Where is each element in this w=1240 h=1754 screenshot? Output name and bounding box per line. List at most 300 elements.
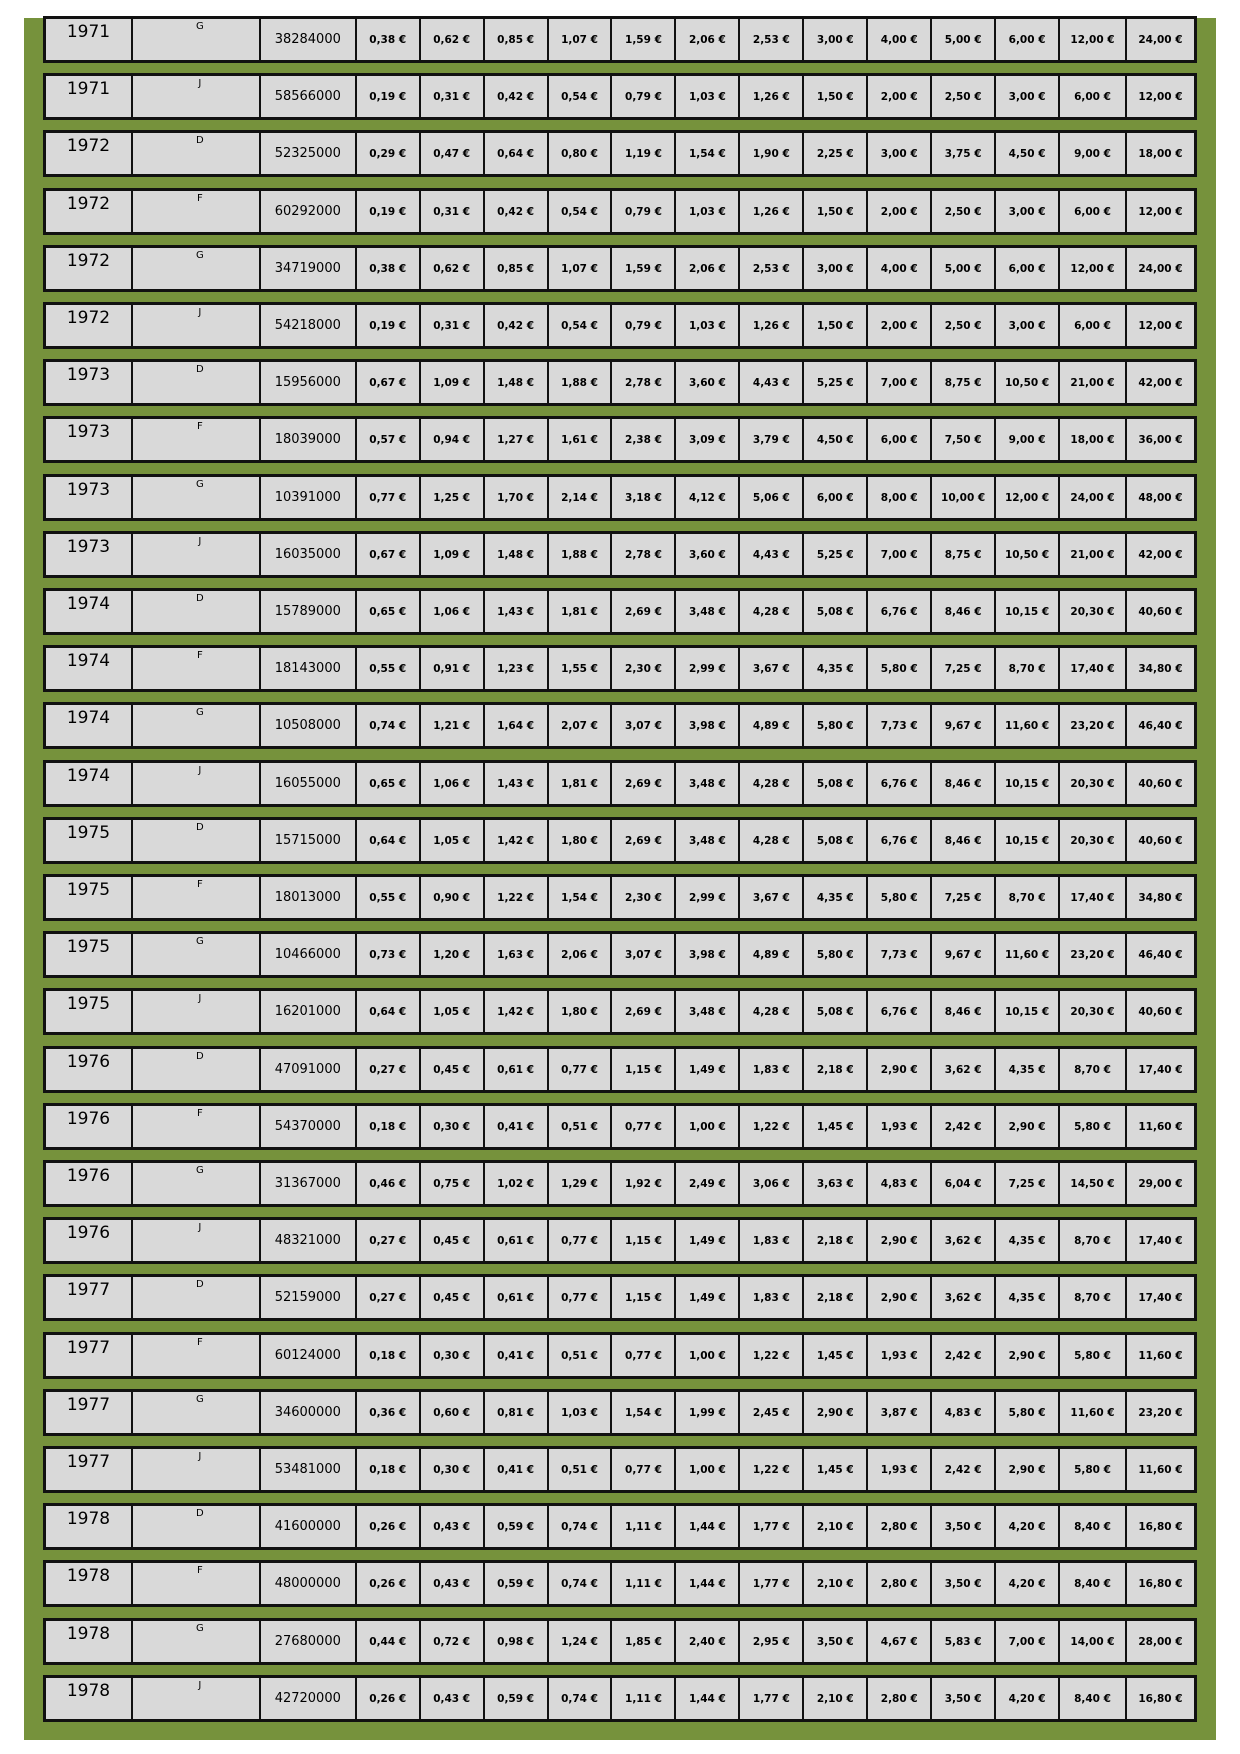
price-cell: 4,35 €	[996, 1277, 1060, 1318]
price-cell: 1,20 €	[421, 934, 485, 975]
price-cell: 4,28 €	[740, 591, 804, 632]
price-cell: 1,48 €	[485, 362, 549, 403]
price-cell: 34,80 €	[1138, 891, 1183, 904]
table-row	[43, 760, 1197, 807]
price-cell: 0,51 €	[549, 1335, 613, 1376]
price-cell: 0,77 €	[612, 1449, 676, 1490]
price-cell: 0,18 €	[357, 1335, 421, 1376]
year-cell: 1978	[46, 1678, 133, 1719]
price-cell: 0,94 €	[421, 419, 485, 460]
table-row	[43, 1560, 1197, 1607]
price-cell: 5,06 €	[740, 477, 804, 518]
price-cell: 1,93 €	[868, 1335, 932, 1376]
price-cell: 10,15 €	[996, 820, 1060, 861]
price-cell: 9,67 €	[932, 934, 996, 975]
price-cell: 4,20 €	[996, 1563, 1060, 1604]
price-cell: 1,11 €	[612, 1678, 676, 1719]
price-cell: 2,90 €	[996, 1335, 1060, 1376]
price-cell: 14,00 €	[1060, 1621, 1127, 1662]
year-cell: 1972	[46, 248, 133, 289]
price-cell: 3,00 €	[868, 133, 932, 174]
table-row	[43, 245, 1197, 292]
mint-mark-cell: J	[133, 991, 261, 1032]
price-cell: 2,69 €	[612, 591, 676, 632]
price-cell: 0,42 €	[485, 305, 549, 346]
price-cell: 0,29 €	[357, 133, 421, 174]
price-cell: 0,41 €	[485, 1106, 549, 1147]
year-cell: 1977	[46, 1392, 133, 1433]
price-cell: 4,20 €	[996, 1506, 1060, 1547]
price-cell: 1,50 €	[804, 305, 868, 346]
price-cell: 0,55 €	[357, 877, 421, 918]
price-cell: 2,90 €	[868, 1277, 932, 1318]
price-cell: 0,57 €	[357, 419, 421, 460]
price-cell: 3,48 €	[676, 591, 740, 632]
price-cell: 1,93 €	[868, 1449, 932, 1490]
price-cell: 6,76 €	[868, 820, 932, 861]
year-cell: 1971	[46, 76, 133, 117]
price-cell: 0,54 €	[549, 191, 613, 232]
price-cell: 5,08 €	[804, 763, 868, 804]
price-cell: 0,85 €	[485, 248, 549, 289]
price-cell: 1,49 €	[676, 1277, 740, 1318]
price-cell: 8,70 €	[1060, 1277, 1127, 1318]
year-cell: 1974	[46, 763, 133, 804]
price-cell: 0,18 €	[357, 1106, 421, 1147]
price-cell: 0,47 €	[421, 133, 485, 174]
price-cell: 0,77 €	[612, 1106, 676, 1147]
price-cell: 3,00 €	[996, 305, 1060, 346]
price-cell: 1,05 €	[421, 991, 485, 1032]
price-cell: 1,06 €	[421, 763, 485, 804]
price-cell: 3,00 €	[996, 191, 1060, 232]
price-cell: 0,79 €	[612, 191, 676, 232]
price-cell: 0,64 €	[357, 991, 421, 1032]
mint-mark-cell: D	[133, 1506, 261, 1547]
price-cell: 1,25 €	[421, 477, 485, 518]
price-cell: 6,04 €	[932, 1163, 996, 1204]
price-cell: 1,03 €	[676, 305, 740, 346]
price-cell: 3,98 €	[676, 934, 740, 975]
price-cell: 11,60 €	[1138, 1120, 1183, 1133]
price-cell: 1,22 €	[740, 1106, 804, 1147]
year-cell: 1975	[46, 934, 133, 975]
price-cell: 3,60 €	[676, 534, 740, 575]
price-cell: 0,81 €	[485, 1392, 549, 1433]
price-cell: 0,26 €	[357, 1563, 421, 1604]
price-cell: 0,45 €	[421, 1049, 485, 1090]
price-cell: 5,80 €	[804, 934, 868, 975]
price-cell: 2,90 €	[804, 1392, 868, 1433]
price-cell: 5,08 €	[804, 591, 868, 632]
price-cell: 0,19 €	[357, 191, 421, 232]
price-cell: 4,12 €	[676, 477, 740, 518]
price-cell: 3,87 €	[868, 1392, 932, 1433]
price-cell: 17,40 €	[1138, 1291, 1183, 1304]
price-cell: 1,22 €	[740, 1335, 804, 1376]
mintage-cell: 18039000	[261, 419, 357, 460]
mintage-cell: 54370000	[261, 1106, 357, 1147]
price-cell: 2,10 €	[804, 1678, 868, 1719]
price-cell: 6,00 €	[996, 248, 1060, 289]
price-cell: 4,89 €	[740, 934, 804, 975]
price-cell: 29,00 €	[1138, 1177, 1183, 1190]
price-cell: 2,10 €	[804, 1506, 868, 1547]
mintage-cell: 34600000	[261, 1392, 357, 1433]
price-cell: 9,67 €	[932, 705, 996, 746]
price-cell: 4,35 €	[804, 648, 868, 689]
price-cell: 1,00 €	[676, 1449, 740, 1490]
price-cell: 2,42 €	[932, 1335, 996, 1376]
price-cell: 7,25 €	[996, 1163, 1060, 1204]
table-row	[43, 359, 1197, 406]
price-cell: 34,80 €	[1138, 662, 1183, 675]
price-cell: 17,40 €	[1138, 1063, 1183, 1076]
price-cell: 2,49 €	[676, 1163, 740, 1204]
price-cell: 1,77 €	[740, 1678, 804, 1719]
mint-mark-cell: J	[133, 1220, 261, 1261]
price-cell: 2,69 €	[612, 763, 676, 804]
price-cell: 3,60 €	[676, 362, 740, 403]
mint-mark-cell: J	[133, 305, 261, 346]
price-cell: 11,60 €	[1138, 1349, 1183, 1362]
mint-mark-cell: F	[133, 191, 261, 232]
mint-mark-cell: D	[133, 133, 261, 174]
price-cell: 0,54 €	[549, 305, 613, 346]
price-cell: 0,18 €	[357, 1449, 421, 1490]
price-cell: 1,54 €	[549, 877, 613, 918]
price-cell: 1,42 €	[485, 820, 549, 861]
table-row	[43, 874, 1197, 921]
mintage-cell: 10391000	[261, 477, 357, 518]
price-cell: 0,46 €	[357, 1163, 421, 1204]
price-cell: 2,90 €	[868, 1049, 932, 1090]
mint-mark-cell: D	[133, 1049, 261, 1090]
mintage-cell: 27680000	[261, 1621, 357, 1662]
price-cell: 0,67 €	[357, 534, 421, 575]
price-cell: 5,80 €	[868, 648, 932, 689]
table-row	[43, 1160, 1197, 1207]
price-cell: 46,40 €	[1138, 719, 1183, 732]
price-cell: 2,80 €	[868, 1506, 932, 1547]
price-cell: 1,11 €	[612, 1506, 676, 1547]
price-cell: 2,50 €	[932, 305, 996, 346]
price-cell: 3,50 €	[932, 1678, 996, 1719]
price-cell: 7,25 €	[932, 648, 996, 689]
mint-mark-cell: D	[133, 362, 261, 403]
price-cell: 3,18 €	[612, 477, 676, 518]
price-cell: 1,05 €	[421, 820, 485, 861]
price-cell: 0,27 €	[357, 1277, 421, 1318]
price-cell: 1,63 €	[485, 934, 549, 975]
price-cell: 0,30 €	[421, 1449, 485, 1490]
table-row	[43, 1103, 1197, 1150]
price-cell: 11,60 €	[1138, 1463, 1183, 1476]
price-cell: 1,88 €	[549, 534, 613, 575]
price-cell: 8,75 €	[932, 362, 996, 403]
price-cell: 1,44 €	[676, 1506, 740, 1547]
price-cell: 23,20 €	[1060, 705, 1127, 746]
price-cell: 0,51 €	[549, 1106, 613, 1147]
price-cell: 1,45 €	[804, 1106, 868, 1147]
price-cell: 1,49 €	[676, 1049, 740, 1090]
price-cell: 1,03 €	[676, 191, 740, 232]
price-cell: 2,00 €	[868, 305, 932, 346]
price-cell: 6,76 €	[868, 763, 932, 804]
table-row	[43, 130, 1197, 177]
price-cell: 5,25 €	[804, 362, 868, 403]
price-cell: 0,41 €	[485, 1449, 549, 1490]
price-cell: 0,42 €	[485, 191, 549, 232]
price-cell: 0,31 €	[421, 191, 485, 232]
mint-mark-cell: G	[133, 477, 261, 518]
price-cell: 4,35 €	[996, 1220, 1060, 1261]
price-cell: 10,15 €	[996, 763, 1060, 804]
price-cell: 1,77 €	[740, 1506, 804, 1547]
price-cell: 3,07 €	[612, 705, 676, 746]
price-cell: 3,06 €	[740, 1163, 804, 1204]
price-cell: 3,98 €	[676, 705, 740, 746]
price-cell: 2,38 €	[612, 419, 676, 460]
year-cell: 1971	[46, 19, 133, 60]
price-cell: 2,45 €	[740, 1392, 804, 1433]
price-cell: 1,23 €	[485, 648, 549, 689]
year-cell: 1976	[46, 1106, 133, 1147]
price-cell: 5,25 €	[804, 534, 868, 575]
price-cell: 1,83 €	[740, 1277, 804, 1318]
price-cell: 0,67 €	[357, 362, 421, 403]
year-cell: 1976	[46, 1049, 133, 1090]
mintage-cell: 41600000	[261, 1506, 357, 1547]
year-cell: 1978	[46, 1621, 133, 1662]
price-cell: 2,95 €	[740, 1621, 804, 1662]
price-cell: 1,64 €	[485, 705, 549, 746]
price-cell: 7,25 €	[932, 877, 996, 918]
price-cell: 10,50 €	[996, 534, 1060, 575]
price-cell: 0,64 €	[357, 820, 421, 861]
price-cell: 1,26 €	[740, 76, 804, 117]
price-cell: 10,15 €	[996, 591, 1060, 632]
price-cell: 7,00 €	[996, 1621, 1060, 1662]
price-cell: 11,60 €	[1060, 1392, 1127, 1433]
price-cell: 7,73 €	[868, 934, 932, 975]
price-cell: 2,53 €	[740, 248, 804, 289]
price-cell: 6,00 €	[804, 477, 868, 518]
price-cell: 0,43 €	[421, 1678, 485, 1719]
price-cell: 9,00 €	[996, 419, 1060, 460]
price-cell: 0,26 €	[357, 1506, 421, 1547]
price-cell: 1,85 €	[612, 1621, 676, 1662]
price-cell: 0,36 €	[357, 1392, 421, 1433]
price-cell: 14,50 €	[1060, 1163, 1127, 1204]
table-row	[43, 1046, 1197, 1093]
year-cell: 1972	[46, 305, 133, 346]
price-cell: 20,30 €	[1060, 591, 1127, 632]
table-row	[43, 188, 1197, 235]
mintage-cell: 52159000	[261, 1277, 357, 1318]
price-cell: 2,06 €	[676, 248, 740, 289]
price-cell: 11,60 €	[996, 705, 1060, 746]
price-cell: 0,79 €	[612, 76, 676, 117]
price-cell: 0,27 €	[357, 1220, 421, 1261]
mintage-cell: 18013000	[261, 877, 357, 918]
price-cell: 40,60 €	[1138, 605, 1183, 618]
price-cell: 0,61 €	[485, 1049, 549, 1090]
price-cell: 0,45 €	[421, 1277, 485, 1318]
year-cell: 1972	[46, 133, 133, 174]
price-cell: 21,00 €	[1060, 362, 1127, 403]
price-cell: 0,43 €	[421, 1563, 485, 1604]
price-cell: 1,45 €	[804, 1449, 868, 1490]
mintage-cell: 15715000	[261, 820, 357, 861]
price-cell: 0,38 €	[357, 248, 421, 289]
price-cell: 7,50 €	[932, 419, 996, 460]
price-cell: 0,30 €	[421, 1106, 485, 1147]
price-cell: 2,99 €	[676, 877, 740, 918]
price-cell: 0,59 €	[485, 1506, 549, 1547]
price-cell: 6,00 €	[996, 19, 1060, 60]
price-cell: 42,00 €	[1138, 376, 1183, 389]
price-cell: 1,22 €	[485, 877, 549, 918]
price-cell: 0,43 €	[421, 1506, 485, 1547]
price-cell: 1,06 €	[421, 591, 485, 632]
price-cell: 16,80 €	[1138, 1577, 1183, 1590]
price-cell: 12,00 €	[1138, 319, 1183, 332]
table-row	[43, 1503, 1197, 1550]
year-cell: 1976	[46, 1220, 133, 1261]
price-cell: 3,67 €	[740, 877, 804, 918]
price-cell: 0,19 €	[357, 305, 421, 346]
price-cell: 8,75 €	[932, 534, 996, 575]
table-row	[43, 1274, 1197, 1321]
price-cell: 2,69 €	[612, 991, 676, 1032]
price-cell: 5,08 €	[804, 820, 868, 861]
price-cell: 0,74 €	[549, 1678, 613, 1719]
price-cell: 1,09 €	[421, 534, 485, 575]
price-cell: 3,50 €	[804, 1621, 868, 1662]
price-cell: 3,75 €	[932, 133, 996, 174]
price-cell: 9,00 €	[1060, 133, 1127, 174]
price-cell: 1,80 €	[549, 820, 613, 861]
mint-mark-cell: G	[133, 248, 261, 289]
price-cell: 3,09 €	[676, 419, 740, 460]
price-cell: 0,59 €	[485, 1678, 549, 1719]
price-cell: 6,00 €	[1060, 76, 1127, 117]
price-cell: 5,83 €	[932, 1621, 996, 1662]
mintage-cell: 48000000	[261, 1563, 357, 1604]
price-cell: 0,75 €	[421, 1163, 485, 1204]
price-cell: 3,62 €	[932, 1049, 996, 1090]
price-cell: 28,00 €	[1138, 1635, 1183, 1648]
price-cell: 8,00 €	[868, 477, 932, 518]
year-cell: 1978	[46, 1506, 133, 1547]
price-cell: 1,88 €	[549, 362, 613, 403]
mintage-cell: 48321000	[261, 1220, 357, 1261]
price-cell: 0,77 €	[549, 1220, 613, 1261]
price-cell: 2,50 €	[932, 76, 996, 117]
mint-mark-cell: G	[133, 19, 261, 60]
price-cell: 0,60 €	[421, 1392, 485, 1433]
price-cell: 0,65 €	[357, 763, 421, 804]
year-cell: 1973	[46, 477, 133, 518]
price-cell: 4,43 €	[740, 534, 804, 575]
mint-mark-cell: F	[133, 419, 261, 460]
price-cell: 1,92 €	[612, 1163, 676, 1204]
mint-mark-cell: F	[133, 648, 261, 689]
price-cell: 3,48 €	[676, 991, 740, 1032]
price-cell: 1,43 €	[485, 591, 549, 632]
price-cell: 10,00 €	[932, 477, 996, 518]
price-cell: 4,35 €	[996, 1049, 1060, 1090]
price-cell: 20,30 €	[1060, 820, 1127, 861]
price-cell: 18,00 €	[1138, 147, 1183, 160]
price-cell: 4,35 €	[804, 877, 868, 918]
price-cell: 1,44 €	[676, 1563, 740, 1604]
price-cell: 2,30 €	[612, 648, 676, 689]
price-cell: 20,30 €	[1060, 991, 1127, 1032]
price-cell: 1,83 €	[740, 1220, 804, 1261]
price-cell: 0,98 €	[485, 1621, 549, 1662]
price-cell: 1,70 €	[485, 477, 549, 518]
price-cell: 0,30 €	[421, 1335, 485, 1376]
table-row	[43, 1675, 1197, 1722]
price-cell: 24,00 €	[1138, 262, 1183, 275]
price-cell: 5,00 €	[932, 19, 996, 60]
price-cell: 0,44 €	[357, 1621, 421, 1662]
price-cell: 1,03 €	[676, 76, 740, 117]
year-cell: 1976	[46, 1163, 133, 1204]
price-cell: 18,00 €	[1060, 419, 1127, 460]
price-cell: 8,70 €	[996, 877, 1060, 918]
price-cell: 0,45 €	[421, 1220, 485, 1261]
price-cell: 0,73 €	[357, 934, 421, 975]
price-cell: 4,28 €	[740, 820, 804, 861]
mint-mark-cell: G	[133, 1392, 261, 1433]
price-cell: 12,00 €	[1138, 205, 1183, 218]
price-cell: 3,48 €	[676, 820, 740, 861]
price-cell: 2,10 €	[804, 1563, 868, 1604]
price-cell: 4,43 €	[740, 362, 804, 403]
price-cell: 0,62 €	[421, 19, 485, 60]
price-cell: 0,41 €	[485, 1335, 549, 1376]
mint-mark-cell: D	[133, 820, 261, 861]
price-cell: 3,50 €	[932, 1563, 996, 1604]
year-cell: 1977	[46, 1449, 133, 1490]
table-row	[43, 1618, 1197, 1665]
price-cell: 8,40 €	[1060, 1678, 1127, 1719]
price-cell: 24,00 €	[1060, 477, 1127, 518]
price-cell: 2,53 €	[740, 19, 804, 60]
price-cell: 4,28 €	[740, 763, 804, 804]
price-cell: 2,06 €	[549, 934, 613, 975]
price-cell: 2,90 €	[996, 1449, 1060, 1490]
price-cell: 0,55 €	[357, 648, 421, 689]
year-cell: 1977	[46, 1277, 133, 1318]
price-cell: 7,73 €	[868, 705, 932, 746]
table-row	[43, 73, 1197, 120]
price-cell: 1,27 €	[485, 419, 549, 460]
price-cell: 6,76 €	[868, 591, 932, 632]
price-cell: 4,50 €	[804, 419, 868, 460]
table-row	[43, 1389, 1197, 1436]
mintage-cell: 31367000	[261, 1163, 357, 1204]
price-cell: 1,15 €	[612, 1277, 676, 1318]
price-cell: 2,30 €	[612, 877, 676, 918]
price-cell: 1,54 €	[676, 133, 740, 174]
table-row	[43, 702, 1197, 749]
mintage-cell: 54218000	[261, 305, 357, 346]
price-cell: 1,50 €	[804, 191, 868, 232]
